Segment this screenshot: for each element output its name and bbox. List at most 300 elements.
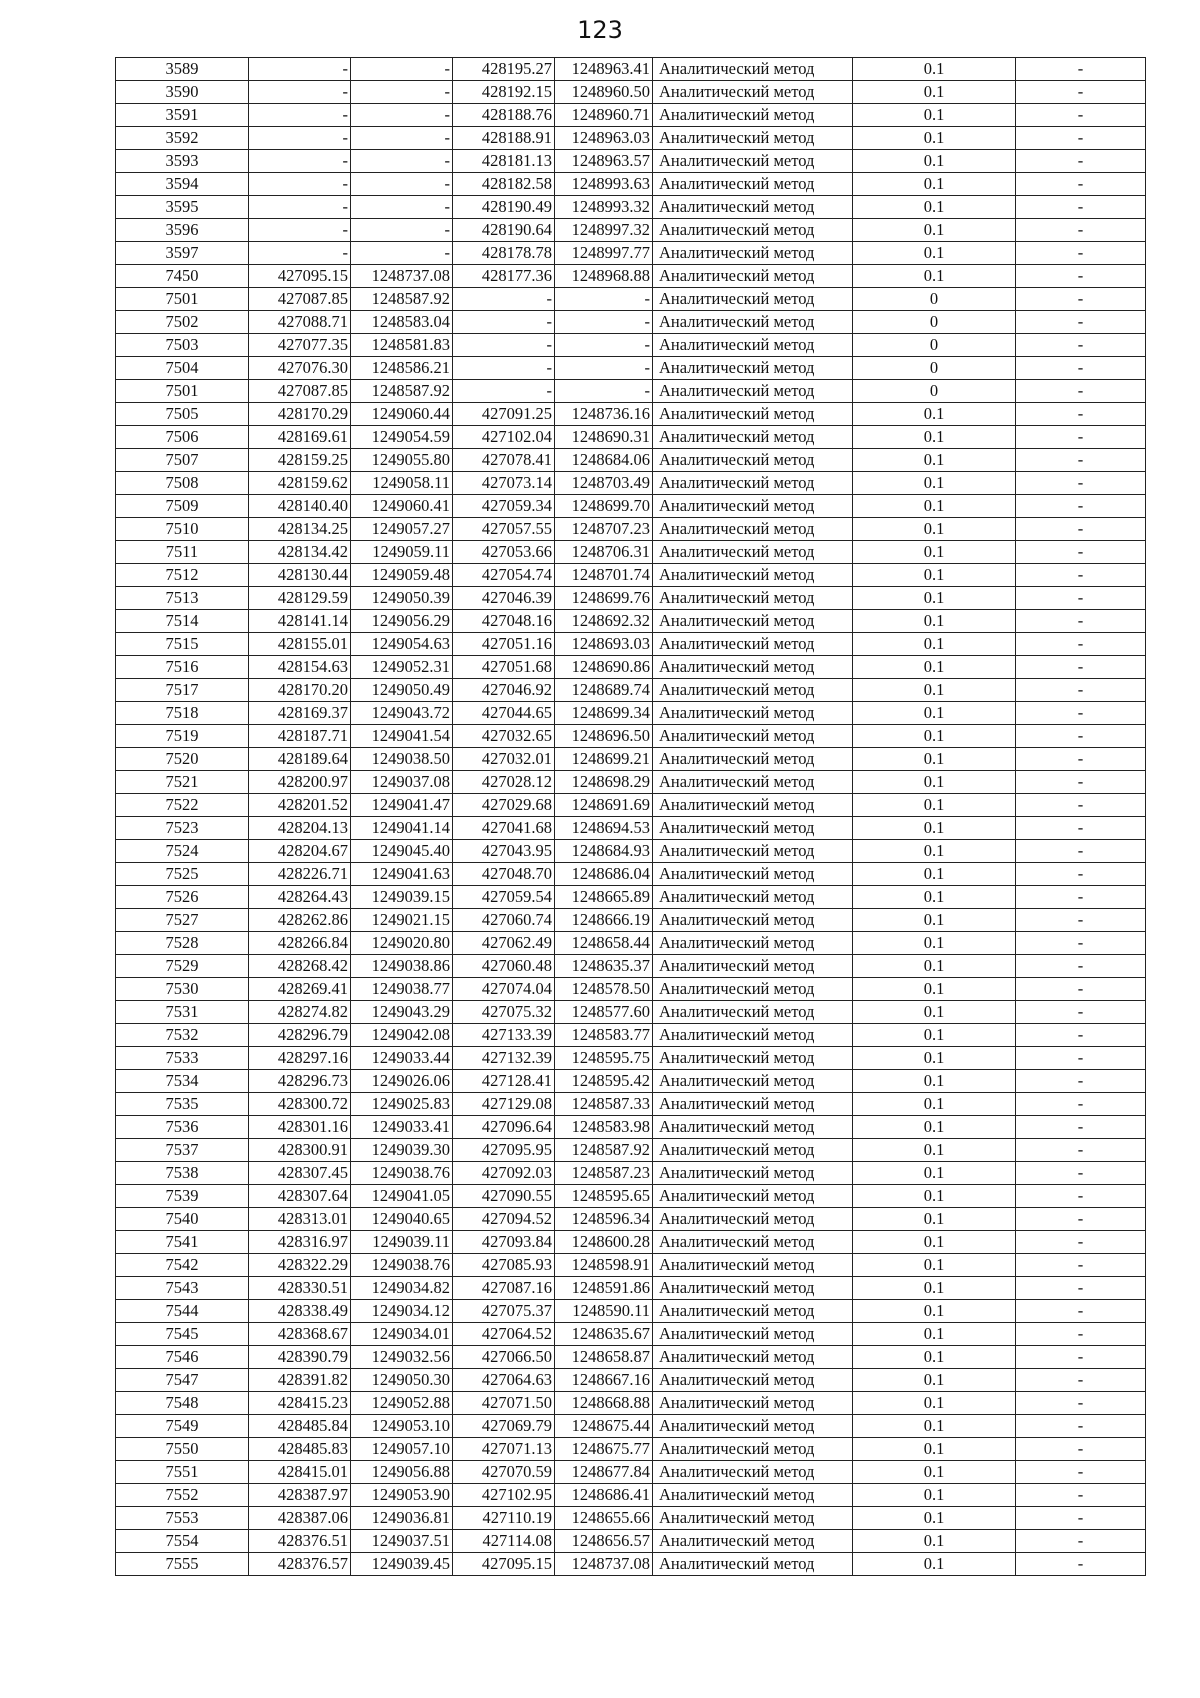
cell-accuracy: 0.1: [853, 886, 1016, 909]
cell-note: -: [1016, 380, 1146, 403]
cell-x-new: 427064.63: [453, 1369, 555, 1392]
cell-x-new: 427071.50: [453, 1392, 555, 1415]
cell-x-old: 428170.20: [249, 679, 351, 702]
cell-accuracy: 0.1: [853, 1047, 1016, 1070]
cell-method: Аналитический метод: [653, 702, 853, 725]
cell-point-number: 7553: [116, 1507, 249, 1530]
cell-x-old: 428390.79: [249, 1346, 351, 1369]
cell-y-old: 1249055.80: [351, 449, 453, 472]
cell-note: -: [1016, 886, 1146, 909]
cell-note: -: [1016, 1530, 1146, 1553]
cell-x-old: -: [249, 150, 351, 173]
cell-x-new: 427048.16: [453, 610, 555, 633]
cell-y-new: 1248675.44: [555, 1415, 653, 1438]
cell-x-old: 428313.01: [249, 1208, 351, 1231]
cell-x-old: 428376.51: [249, 1530, 351, 1553]
table-row: [116, 1093, 1146, 1116]
cell-method: Аналитический метод: [653, 1277, 853, 1300]
cell-method: Аналитический метод: [653, 1392, 853, 1415]
cell-note: -: [1016, 472, 1146, 495]
cell-y-new: 1248699.21: [555, 748, 653, 771]
cell-y-new: 1248583.98: [555, 1116, 653, 1139]
cell-x-new: 427071.13: [453, 1438, 555, 1461]
cell-accuracy: 0.1: [853, 725, 1016, 748]
cell-accuracy: 0: [853, 380, 1016, 403]
cell-point-number: 3592: [116, 127, 249, 150]
cell-y-old: -: [351, 81, 453, 104]
cell-x-old: 428296.79: [249, 1024, 351, 1047]
cell-x-old: 428264.43: [249, 886, 351, 909]
table-row: [116, 495, 1146, 518]
cell-point-number: 7526: [116, 886, 249, 909]
cell-x-new: 427094.52: [453, 1208, 555, 1231]
cell-y-old: 1249039.45: [351, 1553, 453, 1576]
cell-method: Аналитический метод: [653, 104, 853, 127]
cell-y-new: 1248590.11: [555, 1300, 653, 1323]
cell-x-new: 427078.41: [453, 449, 555, 472]
cell-point-number: 7508: [116, 472, 249, 495]
cell-x-old: 428387.97: [249, 1484, 351, 1507]
cell-accuracy: 0.1: [853, 1185, 1016, 1208]
cell-note: -: [1016, 265, 1146, 288]
table-row: [116, 1484, 1146, 1507]
cell-note: -: [1016, 771, 1146, 794]
cell-note: -: [1016, 1461, 1146, 1484]
table-row: [116, 794, 1146, 817]
cell-point-number: 7552: [116, 1484, 249, 1507]
cell-method: Аналитический метод: [653, 495, 853, 518]
cell-x-new: 427069.79: [453, 1415, 555, 1438]
cell-point-number: 7551: [116, 1461, 249, 1484]
cell-x-new: 427128.41: [453, 1070, 555, 1093]
cell-x-old: -: [249, 58, 351, 81]
cell-x-new: 427046.92: [453, 679, 555, 702]
cell-y-new: 1248963.03: [555, 127, 653, 150]
cell-y-old: 1249038.86: [351, 955, 453, 978]
cell-x-new: 427075.32: [453, 1001, 555, 1024]
cell-note: -: [1016, 1277, 1146, 1300]
cell-note: -: [1016, 334, 1146, 357]
cell-y-old: 1249025.83: [351, 1093, 453, 1116]
cell-note: -: [1016, 794, 1146, 817]
table-row: [116, 150, 1146, 173]
cell-note: -: [1016, 219, 1146, 242]
cell-accuracy: 0.1: [853, 449, 1016, 472]
cell-y-new: 1248706.31: [555, 541, 653, 564]
cell-method: Аналитический метод: [653, 863, 853, 886]
cell-x-old: 428485.83: [249, 1438, 351, 1461]
cell-note: -: [1016, 1047, 1146, 1070]
cell-accuracy: 0.1: [853, 771, 1016, 794]
cell-accuracy: 0.1: [853, 1553, 1016, 1576]
cell-accuracy: 0.1: [853, 794, 1016, 817]
cell-y-old: 1249053.10: [351, 1415, 453, 1438]
cell-note: -: [1016, 1323, 1146, 1346]
cell-note: -: [1016, 1070, 1146, 1093]
cell-method: Аналитический метод: [653, 219, 853, 242]
cell-note: -: [1016, 748, 1146, 771]
table-row: [116, 380, 1146, 403]
table-row: [116, 932, 1146, 955]
cell-point-number: 7547: [116, 1369, 249, 1392]
cell-y-new: 1248736.16: [555, 403, 653, 426]
table-row: [116, 541, 1146, 564]
cell-note: -: [1016, 1254, 1146, 1277]
cell-x-new: 427087.16: [453, 1277, 555, 1300]
cell-y-old: 1249033.41: [351, 1116, 453, 1139]
cell-y-old: 1249037.08: [351, 771, 453, 794]
table-row: [116, 587, 1146, 610]
cell-accuracy: 0.1: [853, 1093, 1016, 1116]
cell-x-new: 427059.54: [453, 886, 555, 909]
cell-method: Аналитический метод: [653, 1047, 853, 1070]
cell-y-old: 1248587.92: [351, 380, 453, 403]
cell-note: -: [1016, 932, 1146, 955]
cell-y-new: 1248686.41: [555, 1484, 653, 1507]
cell-point-number: 7514: [116, 610, 249, 633]
cell-note: -: [1016, 656, 1146, 679]
cell-point-number: 3597: [116, 242, 249, 265]
table-row: [116, 1254, 1146, 1277]
table-row: [116, 1047, 1146, 1070]
cell-note: -: [1016, 196, 1146, 219]
cell-point-number: 7450: [116, 265, 249, 288]
cell-y-old: 1249041.54: [351, 725, 453, 748]
cell-y-old: 1249058.11: [351, 472, 453, 495]
cell-x-new: -: [453, 357, 555, 380]
cell-point-number: 7539: [116, 1185, 249, 1208]
cell-x-new: 427110.19: [453, 1507, 555, 1530]
cell-x-new: 428190.64: [453, 219, 555, 242]
cell-y-new: 1248656.57: [555, 1530, 653, 1553]
cell-y-new: 1248997.77: [555, 242, 653, 265]
table-row: [116, 288, 1146, 311]
cell-y-old: -: [351, 150, 453, 173]
cell-x-new: 427114.08: [453, 1530, 555, 1553]
cell-accuracy: 0.1: [853, 955, 1016, 978]
table-row: [116, 1392, 1146, 1415]
cell-point-number: 7521: [116, 771, 249, 794]
cell-y-new: 1248694.53: [555, 817, 653, 840]
cell-accuracy: 0.1: [853, 1254, 1016, 1277]
cell-y-new: -: [555, 334, 653, 357]
cell-point-number: 7531: [116, 1001, 249, 1024]
cell-accuracy: 0.1: [853, 932, 1016, 955]
cell-note: -: [1016, 1093, 1146, 1116]
cell-x-new: 427090.55: [453, 1185, 555, 1208]
cell-accuracy: 0.1: [853, 1415, 1016, 1438]
cell-x-new: 427073.14: [453, 472, 555, 495]
cell-accuracy: 0.1: [853, 1139, 1016, 1162]
cell-y-new: 1248684.06: [555, 449, 653, 472]
cell-y-old: 1249041.47: [351, 794, 453, 817]
cell-point-number: 7544: [116, 1300, 249, 1323]
cell-x-old: 427087.85: [249, 288, 351, 311]
table-row: [116, 1369, 1146, 1392]
cell-y-new: 1248963.41: [555, 58, 653, 81]
cell-x-new: 427029.68: [453, 794, 555, 817]
cell-point-number: 7506: [116, 426, 249, 449]
table-row: [116, 173, 1146, 196]
cell-method: Аналитический метод: [653, 817, 853, 840]
cell-x-old: 428274.82: [249, 1001, 351, 1024]
cell-point-number: 7554: [116, 1530, 249, 1553]
cell-y-old: 1249034.12: [351, 1300, 453, 1323]
table-row: [116, 1415, 1146, 1438]
cell-method: Аналитический метод: [653, 748, 853, 771]
cell-note: -: [1016, 679, 1146, 702]
cell-y-old: 1249038.50: [351, 748, 453, 771]
cell-y-old: 1249050.49: [351, 679, 453, 702]
cell-y-old: 1249056.29: [351, 610, 453, 633]
table-row: [116, 564, 1146, 587]
cell-accuracy: 0.1: [853, 748, 1016, 771]
cell-method: Аналитический метод: [653, 541, 853, 564]
table-row: [116, 1277, 1146, 1300]
cell-y-old: 1249038.76: [351, 1254, 453, 1277]
cell-accuracy: 0.1: [853, 1461, 1016, 1484]
cell-point-number: 7535: [116, 1093, 249, 1116]
cell-method: Аналитический метод: [653, 334, 853, 357]
cell-y-old: 1249059.48: [351, 564, 453, 587]
cell-x-old: 428134.25: [249, 518, 351, 541]
cell-method: Аналитический метод: [653, 288, 853, 311]
cell-x-old: 428296.73: [249, 1070, 351, 1093]
cell-note: -: [1016, 1553, 1146, 1576]
cell-point-number: 7548: [116, 1392, 249, 1415]
cell-method: Аналитический метод: [653, 840, 853, 863]
table-row: [116, 1001, 1146, 1024]
cell-method: Аналитический метод: [653, 656, 853, 679]
cell-accuracy: 0.1: [853, 196, 1016, 219]
cell-accuracy: 0.1: [853, 656, 1016, 679]
cell-x-old: -: [249, 196, 351, 219]
cell-note: -: [1016, 1507, 1146, 1530]
cell-x-old: 428387.06: [249, 1507, 351, 1530]
cell-point-number: 7518: [116, 702, 249, 725]
cell-x-new: 427075.37: [453, 1300, 555, 1323]
table-row: [116, 58, 1146, 81]
cell-method: Аналитический метод: [653, 725, 853, 748]
cell-x-old: 428204.67: [249, 840, 351, 863]
table-row: [116, 633, 1146, 656]
cell-accuracy: 0.1: [853, 173, 1016, 196]
cell-method: Аналитический метод: [653, 610, 853, 633]
cell-point-number: 3596: [116, 219, 249, 242]
cell-accuracy: 0.1: [853, 1001, 1016, 1024]
cell-y-old: 1249040.65: [351, 1208, 453, 1231]
cell-x-old: -: [249, 173, 351, 196]
table-row: [116, 1300, 1146, 1323]
cell-x-old: 428322.29: [249, 1254, 351, 1277]
cell-y-new: 1248587.33: [555, 1093, 653, 1116]
cell-accuracy: 0.1: [853, 1300, 1016, 1323]
table-row: [116, 1139, 1146, 1162]
cell-y-new: 1248703.49: [555, 472, 653, 495]
cell-y-old: 1249052.31: [351, 656, 453, 679]
cell-y-old: -: [351, 242, 453, 265]
cell-y-old: 1249038.77: [351, 978, 453, 1001]
cell-y-old: 1249057.10: [351, 1438, 453, 1461]
cell-y-new: 1248698.29: [555, 771, 653, 794]
cell-note: -: [1016, 58, 1146, 81]
cell-method: Аналитический метод: [653, 1461, 853, 1484]
cell-y-new: 1248693.03: [555, 633, 653, 656]
cell-x-new: 428192.15: [453, 81, 555, 104]
cell-y-old: 1249037.51: [351, 1530, 453, 1553]
cell-y-new: 1248666.19: [555, 909, 653, 932]
cell-note: -: [1016, 840, 1146, 863]
cell-x-new: 427095.95: [453, 1139, 555, 1162]
table-row: [116, 1162, 1146, 1185]
cell-method: Аналитический метод: [653, 1346, 853, 1369]
table-row: [116, 886, 1146, 909]
cell-x-new: 428188.76: [453, 104, 555, 127]
table-row: [116, 1024, 1146, 1047]
cell-accuracy: 0.1: [853, 403, 1016, 426]
cell-method: Аналитический метод: [653, 909, 853, 932]
cell-note: -: [1016, 1369, 1146, 1392]
cell-point-number: 7555: [116, 1553, 249, 1576]
cell-x-old: 428141.14: [249, 610, 351, 633]
cell-method: Аналитический метод: [653, 1300, 853, 1323]
table-row: [116, 426, 1146, 449]
table-row: [116, 518, 1146, 541]
cell-y-new: 1248699.70: [555, 495, 653, 518]
cell-x-new: 428178.78: [453, 242, 555, 265]
cell-accuracy: 0.1: [853, 564, 1016, 587]
cell-note: -: [1016, 1208, 1146, 1231]
cell-note: -: [1016, 1346, 1146, 1369]
cell-x-old: 428330.51: [249, 1277, 351, 1300]
cell-x-new: 428181.13: [453, 150, 555, 173]
table-row: [116, 449, 1146, 472]
cell-point-number: 7529: [116, 955, 249, 978]
cell-note: -: [1016, 150, 1146, 173]
cell-note: -: [1016, 633, 1146, 656]
cell-y-old: 1249038.76: [351, 1162, 453, 1185]
cell-note: -: [1016, 610, 1146, 633]
cell-y-old: 1249056.88: [351, 1461, 453, 1484]
cell-point-number: 3590: [116, 81, 249, 104]
table-row: [116, 403, 1146, 426]
table-row: [116, 1530, 1146, 1553]
cell-method: Аналитический метод: [653, 1208, 853, 1231]
cell-x-new: 428195.27: [453, 58, 555, 81]
cell-point-number: 7517: [116, 679, 249, 702]
cell-x-new: 427060.48: [453, 955, 555, 978]
cell-accuracy: 0.1: [853, 1024, 1016, 1047]
cell-y-new: 1248587.23: [555, 1162, 653, 1185]
cell-method: Аналитический метод: [653, 1116, 853, 1139]
cell-accuracy: 0: [853, 334, 1016, 357]
cell-point-number: 7541: [116, 1231, 249, 1254]
cell-note: -: [1016, 1484, 1146, 1507]
cell-y-old: 1249041.05: [351, 1185, 453, 1208]
cell-y-new: 1248707.23: [555, 518, 653, 541]
cell-y-new: 1248692.32: [555, 610, 653, 633]
cell-point-number: 7513: [116, 587, 249, 610]
cell-point-number: 7520: [116, 748, 249, 771]
cell-point-number: 7545: [116, 1323, 249, 1346]
cell-method: Аналитический метод: [653, 1231, 853, 1254]
table-row: [116, 1231, 1146, 1254]
cell-point-number: 7549: [116, 1415, 249, 1438]
cell-x-old: 428262.86: [249, 909, 351, 932]
cell-accuracy: 0.1: [853, 58, 1016, 81]
cell-x-new: 428182.58: [453, 173, 555, 196]
cell-note: -: [1016, 1162, 1146, 1185]
cell-method: Аналитический метод: [653, 196, 853, 219]
cell-accuracy: 0.1: [853, 127, 1016, 150]
table-row: [116, 1507, 1146, 1530]
cell-accuracy: 0.1: [853, 1507, 1016, 1530]
cell-point-number: 7501: [116, 380, 249, 403]
cell-note: -: [1016, 1438, 1146, 1461]
cell-x-new: 427041.68: [453, 817, 555, 840]
cell-method: Аналитический метод: [653, 81, 853, 104]
table-row: [116, 357, 1146, 380]
cell-point-number: 7530: [116, 978, 249, 1001]
cell-x-new: 427093.84: [453, 1231, 555, 1254]
cell-y-new: -: [555, 288, 653, 311]
cell-method: Аналитический метод: [653, 380, 853, 403]
cell-y-old: 1249026.06: [351, 1070, 453, 1093]
cell-note: -: [1016, 104, 1146, 127]
cell-x-new: 427051.16: [453, 633, 555, 656]
cell-x-old: 428226.71: [249, 863, 351, 886]
cell-method: Аналитический метод: [653, 978, 853, 1001]
cell-method: Аналитический метод: [653, 357, 853, 380]
cell-y-new: -: [555, 380, 653, 403]
cell-note: -: [1016, 403, 1146, 426]
table-body: [116, 58, 1146, 1576]
cell-x-new: 427133.39: [453, 1024, 555, 1047]
cell-y-old: 1249039.11: [351, 1231, 453, 1254]
cell-accuracy: 0.1: [853, 1208, 1016, 1231]
cell-x-old: 428189.64: [249, 748, 351, 771]
cell-x-new: 427102.04: [453, 426, 555, 449]
cell-y-new: 1248689.74: [555, 679, 653, 702]
cell-x-new: 427102.95: [453, 1484, 555, 1507]
cell-method: Аналитический метод: [653, 886, 853, 909]
cell-y-new: 1248968.88: [555, 265, 653, 288]
cell-note: -: [1016, 725, 1146, 748]
cell-x-new: 428177.36: [453, 265, 555, 288]
cell-x-old: 428187.71: [249, 725, 351, 748]
cell-x-old: 428300.72: [249, 1093, 351, 1116]
cell-y-old: -: [351, 104, 453, 127]
cell-note: -: [1016, 242, 1146, 265]
table-row: [116, 1323, 1146, 1346]
cell-y-new: 1248667.16: [555, 1369, 653, 1392]
cell-method: Аналитический метод: [653, 1139, 853, 1162]
cell-point-number: 7532: [116, 1024, 249, 1047]
cell-y-old: 1249041.63: [351, 863, 453, 886]
cell-x-old: 428316.97: [249, 1231, 351, 1254]
cell-point-number: 7540: [116, 1208, 249, 1231]
cell-x-old: 428159.62: [249, 472, 351, 495]
cell-note: -: [1016, 1185, 1146, 1208]
cell-y-old: 1248581.83: [351, 334, 453, 357]
cell-note: -: [1016, 495, 1146, 518]
cell-y-new: 1248993.32: [555, 196, 653, 219]
table-row: [116, 955, 1146, 978]
cell-point-number: 7536: [116, 1116, 249, 1139]
cell-x-new: 427060.74: [453, 909, 555, 932]
cell-x-old: 427077.35: [249, 334, 351, 357]
cell-accuracy: 0.1: [853, 495, 1016, 518]
